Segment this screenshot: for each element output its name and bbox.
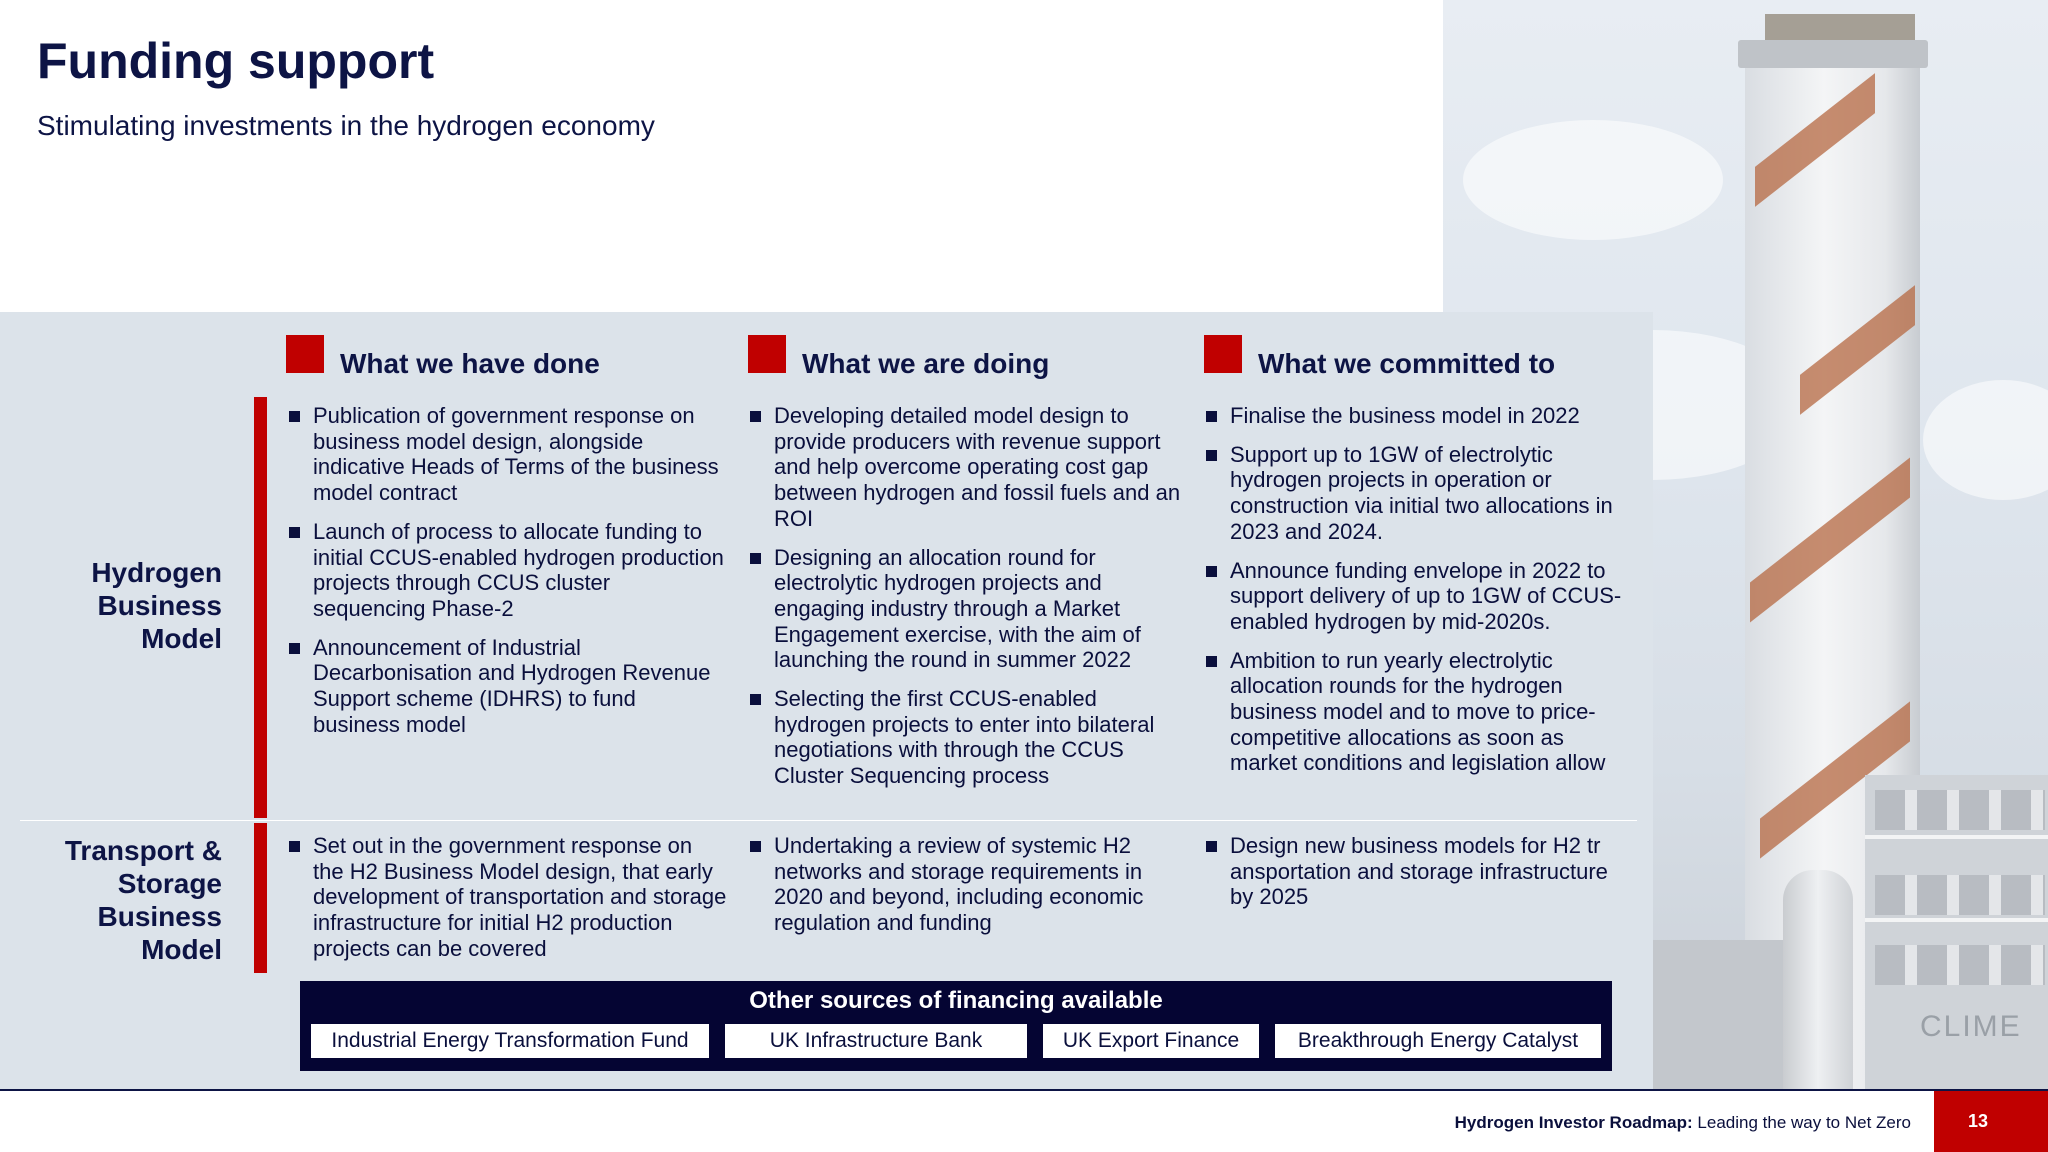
fan-row <box>1875 790 2045 830</box>
fan-row <box>1875 875 2045 915</box>
red-square-icon <box>286 335 324 373</box>
list-item: Design new business models for H2 tr ansportation and storage infrastructure by 2025 <box>1204 833 1636 910</box>
red-square-icon <box>1204 335 1242 373</box>
rail <box>1865 835 2048 839</box>
financing-source: UK Infrastructure Bank <box>725 1024 1027 1058</box>
column-header-doing <box>748 334 1050 379</box>
hydrogen-committed-list <box>1204 403 1636 789</box>
financing-box <box>300 981 1612 1071</box>
column-title: What we committed to <box>1258 348 1556 379</box>
storage-tank <box>1783 870 1853 1090</box>
list-item: Finalise the business model in 2022 <box>1204 403 1636 429</box>
list-item: Publication of government response on business model design, alongside indicative Heads of Terms of the business model contract <box>287 403 727 506</box>
list-item: Selecting the first CCUS-enabled hydrogen projects to enter into bilateral negotiations with through the CCUS Cluster Sequencing process <box>748 686 1188 789</box>
transport-committed-list <box>1204 833 1636 923</box>
financing-title: Other sources of financing available <box>749 987 1163 1014</box>
low-building <box>1653 940 1793 1090</box>
fan-row <box>1875 945 2045 985</box>
column-header-committed <box>1204 334 1556 379</box>
row-accent-bar <box>254 397 267 818</box>
transport-doing-list <box>748 833 1188 949</box>
column-title: What we have done <box>340 348 600 379</box>
financing-source: Industrial Energy Transformation Fund <box>311 1024 709 1058</box>
row-accent-bar <box>254 823 267 973</box>
list-item: Support up to 1GW of electrolytic hydrogen projects in operation or construction via initial two allocations in 2023 and 2024. <box>1204 442 1636 545</box>
footer-caption <box>1455 1113 1911 1133</box>
column-header-done <box>286 334 600 379</box>
financing-source: Breakthrough Energy Catalyst <box>1275 1024 1601 1058</box>
transport-done-list <box>287 833 727 975</box>
chimney-cap <box>1738 40 1928 68</box>
footer-tagline: Leading the way to Net Zero <box>1697 1113 1911 1132</box>
list-item: Designing an allocation round for electrolytic hydrogen projects and engaging industry through a Market Engagement exercise, with the aim of launching the round in summer 2022 <box>748 545 1188 674</box>
page-subtitle: Stimulating investments in the hydrogen economy <box>37 110 655 141</box>
financing-source: UK Export Finance <box>1043 1024 1259 1058</box>
row-label-transport: Transport & Storage Business Model <box>64 835 222 965</box>
list-item: Set out in the government response on the H2 Business Model design, that early development of transportation and storage infrastructure for initial H2 production projects can be covered <box>287 833 727 962</box>
list-item: Developing detailed model design to provide producers with revenue support and help overcome operating cost gap between hydrogen and fossil fuels and an ROI <box>748 403 1188 532</box>
hydrogen-done-list <box>287 403 727 750</box>
list-item: Undertaking a review of systemic H2 networks and storage requirements in 2020 and beyond, including economic regulation and funding <box>748 833 1188 936</box>
row-label-hydrogen: Hydrogen Business Model <box>91 557 222 654</box>
row-divider <box>20 820 1637 821</box>
list-item: Ambition to run yearly electrolytic allocation rounds for the hydrogen business model and to move to price-competitive allocations as soon as market conditions and legislation allow <box>1204 648 1636 777</box>
column-title: What we are doing <box>802 348 1050 379</box>
hydrogen-doing-list <box>748 403 1188 802</box>
list-item: Announcement of Industrial Decarbonisation and Hydrogen Revenue Support scheme (IDHRS) to fund business model <box>287 635 727 738</box>
rail <box>1865 918 2048 922</box>
footer-divider <box>0 1089 2048 1091</box>
page-title: Funding support <box>37 33 435 89</box>
list-item: Announce funding envelope in 2022 to support delivery of up to 1GW of CCUS-enabled hydrogen by mid-2020s. <box>1204 558 1636 635</box>
page-number: 13 <box>1934 1091 2048 1152</box>
red-square-icon <box>748 335 786 373</box>
list-item: Launch of process to allocate funding to initial CCUS-enabled hydrogen production projects through CCUS cluster sequencing Phase-2 <box>287 519 727 622</box>
footer-report: Hydrogen Investor Roadmap: <box>1454 1113 1693 1132</box>
photo-watermark: CLIME <box>1920 1010 2022 1043</box>
